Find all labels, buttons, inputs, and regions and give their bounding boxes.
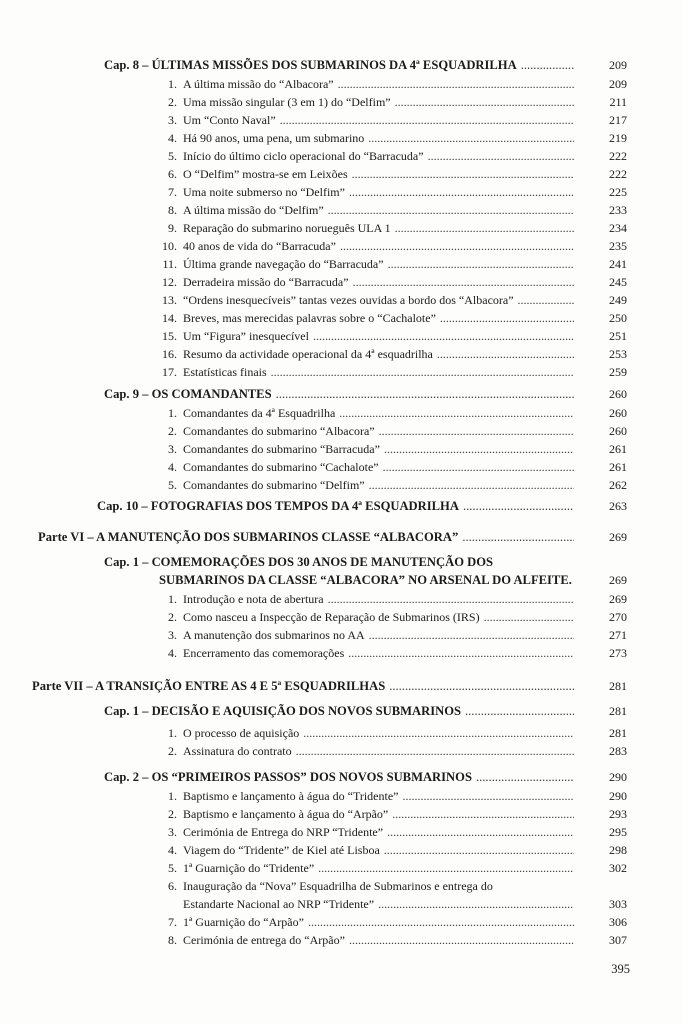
toc-entry (157, 742, 578, 760)
entry-title: “Ordens inesquecíveis” tantas vezes ouvidas a bordo dos “Albacora” (183, 293, 514, 307)
dot-leader (392, 805, 574, 823)
entry-number: 1. (168, 726, 177, 740)
entry-page-number: 263 (609, 499, 627, 513)
entry-title: Inauguração da “Nova” Esquadrilha de Submarinos e entrega do (183, 879, 493, 893)
entry-title: Cap. 1 – DECISÃO E AQUISIÇÃO DOS NOVOS SUBMARINOS (104, 704, 461, 718)
entry-title: Introdução e nota de abertura (183, 592, 324, 606)
entry-page-number: 290 (609, 789, 627, 803)
entry-number: 13. (162, 293, 177, 307)
entry-title: Encerramento das comemorações (183, 646, 345, 660)
entry-title: Uma noite submerso no “Delfim” (183, 185, 345, 199)
dot-leader (465, 702, 574, 720)
entry-title: Cap. 1 – COMEMORAÇÕES DOS 30 ANOS DE MANUTENÇÃO DOS (104, 555, 494, 569)
dot-leader (352, 165, 574, 183)
toc-entry (157, 608, 578, 626)
entry-page-number: 307 (609, 933, 627, 947)
dot-leader (313, 327, 574, 345)
entry-page-number: 261 (609, 442, 627, 456)
entry-page-number: 269 (609, 573, 627, 587)
toc-entry (157, 93, 578, 111)
entry-page-number: 209 (609, 58, 627, 72)
entry-title: Um “Conto Naval” (183, 113, 276, 127)
entry-title: Um “Figura” inesquecível (183, 329, 309, 343)
entry-number: 14. (162, 311, 177, 325)
entry-number: 6. (168, 879, 177, 893)
toc-entry (157, 219, 578, 237)
entry-title: Como nasceu a Inspecção de Reparação de Submarinos (IRS) (183, 610, 480, 624)
entry-page-number: 262 (609, 478, 627, 492)
toc-entry (157, 476, 578, 494)
toc-heading (104, 768, 578, 786)
dot-leader (403, 787, 575, 805)
entry-title: Comandantes do submarino “Albacora” (183, 424, 375, 438)
entry-page-number: 303 (609, 897, 627, 911)
toc-entry (157, 129, 578, 147)
toc-entry (157, 255, 578, 273)
dot-leader (388, 255, 574, 273)
dot-leader (484, 608, 574, 626)
dot-leader (349, 183, 574, 201)
entry-title: Assinatura do contrato (183, 744, 292, 758)
dot-leader (379, 422, 574, 440)
dot-leader (328, 201, 574, 219)
entry-number: 3. (168, 628, 177, 642)
toc-entry (157, 590, 578, 608)
dot-leader (318, 859, 574, 877)
entry-number: 8. (168, 933, 177, 947)
dot-leader (271, 363, 574, 381)
entry-page-number: 261 (609, 460, 627, 474)
entry-title: Resumo da actividade operacional da 4ª esquadrilha (183, 347, 433, 361)
toc-entry (157, 458, 578, 476)
dot-leader (280, 111, 574, 129)
dot-leader (369, 476, 574, 494)
entry-title: A última missão do “Albacora” (183, 77, 334, 91)
dot-leader (521, 56, 574, 74)
toc-entry (157, 626, 578, 644)
entry-title: O “Delfim” mostra-se em Leixões (183, 167, 348, 181)
dot-leader (518, 291, 574, 309)
entry-title: Cap. 8 – ÚLTIMAS MISSÕES DOS SUBMARINOS DA 4ª ESQUADRILHA (104, 58, 517, 72)
entry-page-number: 233 (609, 203, 627, 217)
toc-heading (104, 385, 578, 403)
entry-title: 40 anos de vida do “Barracuda” (183, 239, 336, 253)
toc-entry (157, 237, 578, 255)
dot-leader (349, 931, 574, 949)
entry-number: 2. (168, 424, 177, 438)
dot-leader (353, 273, 574, 291)
toc-entry (157, 805, 578, 823)
dot-leader (339, 404, 574, 422)
entry-title: Comandantes do submarino “Barracuda” (183, 442, 380, 456)
entry-number: 15. (162, 329, 177, 343)
entry-title: Derradeira missão do “Barracuda” (183, 275, 349, 289)
entry-page-number: 283 (609, 744, 627, 758)
toc-entry (157, 404, 578, 422)
toc-entry (157, 345, 578, 363)
toc-entry (157, 291, 578, 309)
dot-leader (437, 345, 574, 363)
toc-heading (104, 553, 578, 571)
toc-entry (157, 440, 578, 458)
entry-page-number: 234 (609, 221, 627, 235)
dot-leader (378, 895, 574, 913)
dot-leader (462, 528, 574, 546)
toc-entry (157, 841, 578, 859)
entry-page-number: 298 (609, 843, 627, 857)
entry-title: Há 90 anos, uma pena, um submarino (183, 131, 365, 145)
entry-title: Cap. 9 – OS COMANDANTES (104, 387, 272, 401)
entry-number: 1. (168, 406, 177, 420)
entry-page-number: 302 (609, 861, 627, 875)
toc-entry (157, 422, 578, 440)
dot-leader (428, 147, 574, 165)
entry-number: 2. (168, 610, 177, 624)
dot-leader (384, 440, 574, 458)
entry-title: Breves, mas merecidas palavras sobre o “Cachalote” (183, 311, 436, 325)
entry-title: Uma missão singular (3 em 1) do “Delfim” (183, 95, 391, 109)
entry-page-number: 290 (609, 770, 627, 784)
entry-page-number: 281 (609, 726, 627, 740)
toc-entry (157, 111, 578, 129)
entry-number: 16. (162, 347, 177, 361)
entry-number: 8. (168, 203, 177, 217)
entry-title: Cap. 10 – FOTOGRAFIAS DOS TEMPOS DA 4ª ESQUADRILHA (97, 499, 459, 513)
entry-page-number: 273 (609, 646, 627, 660)
dot-leader (384, 841, 574, 859)
entry-page-number: 270 (609, 610, 627, 624)
entry-page-number: 260 (609, 424, 627, 438)
toc-entry (157, 183, 578, 201)
entry-page-number: 222 (609, 167, 627, 181)
entry-number: 1. (168, 789, 177, 803)
entry-title: Comandantes da 4ª Esquadrilha (183, 406, 336, 420)
entry-title: 1ª Guarnição do “Tridente” (183, 861, 315, 875)
toc-heading (104, 702, 578, 720)
dot-leader (328, 590, 574, 608)
toc-entry (157, 273, 578, 291)
dot-leader (296, 742, 574, 760)
entry-title: SUBMARINOS DA CLASSE “ALBACORA” NO ARSENAL DO ALFEITE. (159, 573, 572, 587)
dot-leader (368, 129, 574, 147)
entry-number: 9. (168, 221, 177, 235)
entry-title: A manutenção dos submarinos no AA (183, 628, 365, 642)
dot-leader (440, 309, 574, 327)
entry-title: Baptismo e lançamento à água do “Arpão” (183, 807, 389, 821)
entry-page-number: 217 (609, 113, 627, 127)
entry-page-number: 241 (609, 257, 627, 271)
dot-leader (395, 93, 574, 111)
entry-number: 4. (168, 460, 177, 474)
toc-entry (157, 877, 578, 895)
entry-number: 4. (168, 646, 177, 660)
entry-page-number: 250 (609, 311, 627, 325)
entry-title: Baptismo e lançamento à água do “Tridente” (183, 789, 399, 803)
entry-number: 3. (168, 442, 177, 456)
entry-page-number: 222 (609, 149, 627, 163)
entry-page-number: 249 (609, 293, 627, 307)
toc-heading (32, 677, 578, 695)
page-number: 395 (611, 962, 630, 976)
entry-page-number: 281 (609, 679, 627, 693)
toc-entry (157, 165, 578, 183)
dot-leader (369, 626, 574, 644)
entry-page-number: 260 (609, 387, 627, 401)
entry-page-number: 259 (609, 365, 627, 379)
toc-entry (157, 147, 578, 165)
entry-page-number: 281 (609, 704, 627, 718)
toc-heading (38, 528, 578, 546)
entry-number: 7. (168, 185, 177, 199)
entry-number: 2. (168, 744, 177, 758)
toc-entry (157, 201, 578, 219)
entry-number: 3. (168, 825, 177, 839)
toc-entry (157, 931, 578, 949)
entry-page-number: 235 (609, 239, 627, 253)
toc-heading (97, 497, 578, 515)
entry-page-number: 293 (609, 807, 627, 821)
entry-number: 4. (168, 131, 177, 145)
toc-entry (157, 859, 578, 877)
entry-title: Cerimónia de Entrega do NRP “Tridente” (183, 825, 384, 839)
toc-entry (157, 363, 578, 381)
toc-entry (157, 724, 578, 742)
entry-page-number: 306 (609, 915, 627, 929)
entry-number: 12. (162, 275, 177, 289)
entry-page-number: 253 (609, 347, 627, 361)
entry-page-number: 209 (609, 77, 627, 91)
entry-title: 1ª Guarnição do “Arpão” (183, 915, 304, 929)
dot-leader (383, 458, 574, 476)
entry-title: Última grande navegação do “Barracuda” (183, 257, 384, 271)
entry-number: 3. (168, 113, 177, 127)
entry-page-number: 251 (609, 329, 627, 343)
entry-page-number: 295 (609, 825, 627, 839)
entry-number: 1. (168, 77, 177, 91)
entry-page-number: 211 (609, 95, 627, 109)
toc-entry (157, 327, 578, 345)
entry-page-number: 225 (609, 185, 627, 199)
toc-entry (157, 644, 578, 662)
dot-leader (276, 385, 574, 403)
entry-number: 5. (168, 861, 177, 875)
entry-title: Início do último ciclo operacional do “Barracuda” (183, 149, 424, 163)
entry-title: A última missão do “Delfim” (183, 203, 324, 217)
entry-number: 10. (162, 239, 177, 253)
entry-number: 6. (168, 167, 177, 181)
toc-entry (157, 787, 578, 805)
entry-page-number: 260 (609, 406, 627, 420)
entry-title: O processo de aquisição (183, 726, 300, 740)
entry-number: 1. (168, 592, 177, 606)
entry-number: 7. (168, 915, 177, 929)
entry-number: 11. (162, 257, 177, 271)
entry-title: Estatísticas finais (183, 365, 267, 379)
entry-title: Reparação do submarino norueguês ULA 1 (183, 221, 391, 235)
toc-entry (157, 75, 578, 93)
entry-title: Parte VII – A TRANSIÇÃO ENTRE AS 4 E 5ª ESQUADRILHAS (32, 679, 386, 693)
toc-heading (159, 571, 578, 589)
entry-title: Estandarte Nacional ao NRP “Tridente” (183, 897, 375, 911)
dot-leader (338, 75, 574, 93)
dot-leader (303, 724, 574, 742)
dot-leader (308, 913, 574, 931)
entry-title: Comandantes do submarino “Delfim” (183, 478, 365, 492)
entry-page-number: 219 (609, 131, 627, 145)
entry-page-number: 271 (609, 628, 627, 642)
toc-heading (104, 56, 578, 74)
dot-leader (389, 677, 574, 695)
entry-number: 2. (168, 807, 177, 821)
entry-number: 17. (162, 365, 177, 379)
dot-leader (463, 497, 574, 515)
entry-title: Cap. 2 – OS “PRIMEIROS PASSOS” DOS NOVOS SUBMARINOS (104, 770, 472, 784)
entry-title: Comandantes do submarino “Cachalote” (183, 460, 379, 474)
entry-number: 5. (168, 149, 177, 163)
toc-entry (157, 895, 578, 913)
entry-number: 5. (168, 478, 177, 492)
toc-entry (157, 913, 578, 931)
entry-page-number: 269 (609, 592, 627, 606)
entry-title: Parte VI – A MANUTENÇÃO DOS SUBMARINOS CLASSE “ALBACORA” (38, 530, 459, 544)
toc-entry (157, 309, 578, 327)
entry-number: 2. (168, 95, 177, 109)
dot-leader (395, 219, 574, 237)
entry-page-number: 269 (609, 530, 627, 544)
dot-leader (476, 768, 574, 786)
entry-number: 4. (168, 843, 177, 857)
entry-title: Viagem do “Tridente” de Kiel até Lisboa (183, 843, 380, 857)
dot-leader (387, 823, 574, 841)
entry-page-number: 245 (609, 275, 627, 289)
entry-title: Cerimónia de entrega do “Arpão” (183, 933, 345, 947)
dot-leader (340, 237, 574, 255)
dot-leader (348, 644, 574, 662)
toc-entry (157, 823, 578, 841)
